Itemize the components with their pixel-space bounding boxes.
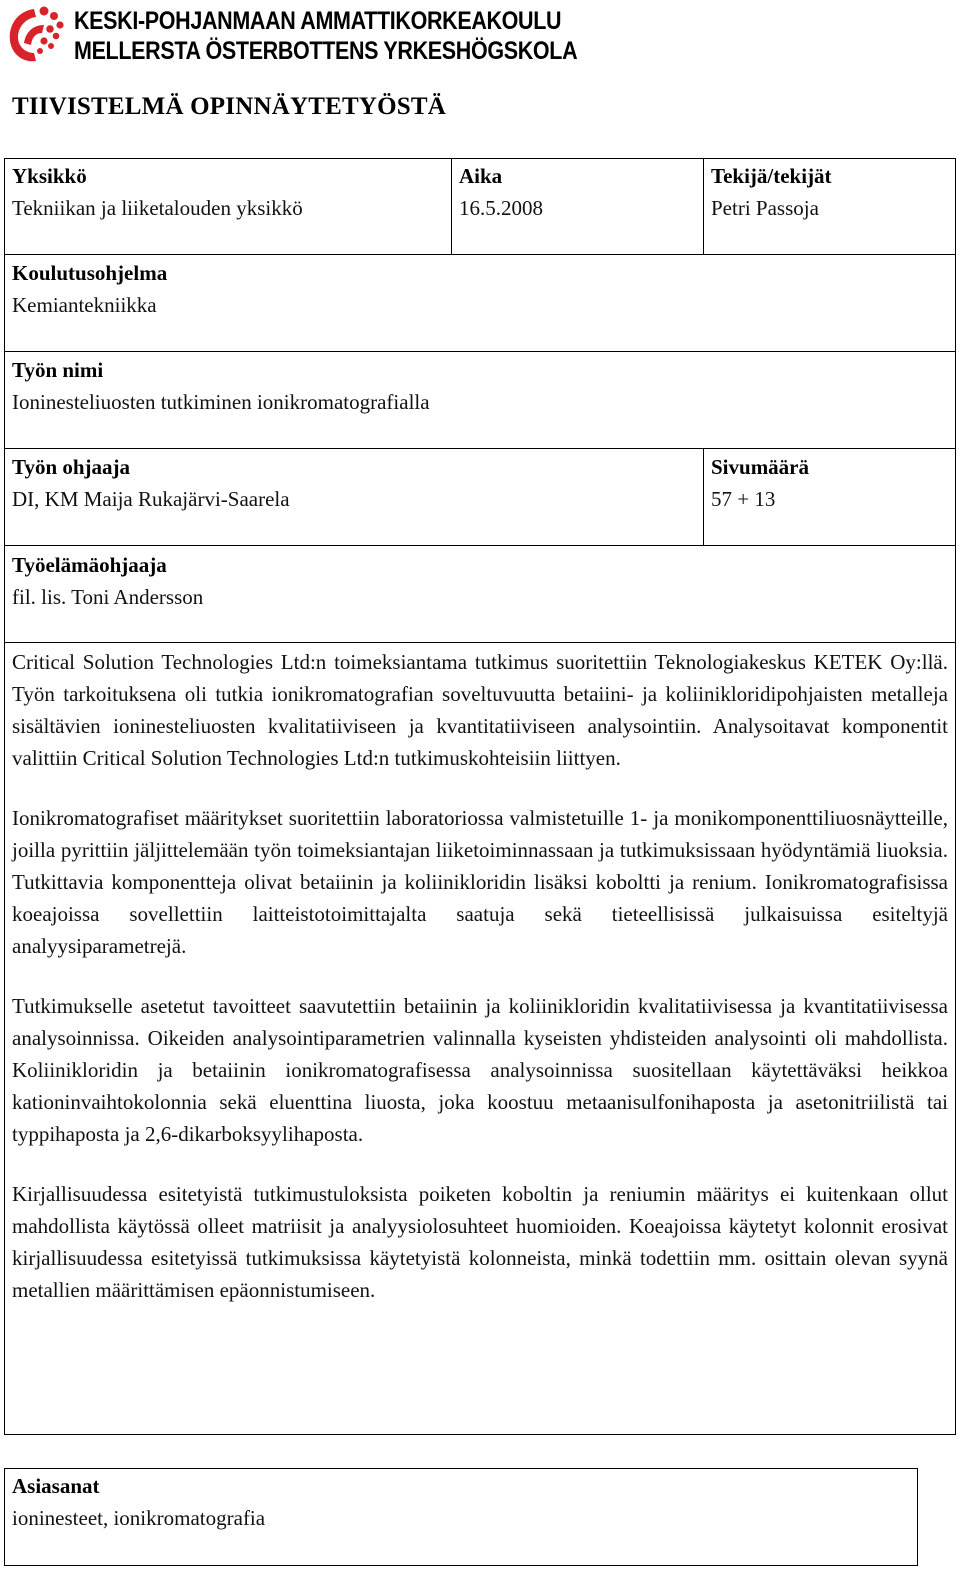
row-divider: [4, 351, 956, 352]
abstract-paragraph: Kirjallisuudessa esitetyistä tutkimustuloksista poiketen koboltin ja reniumin määritys ei kuitenkaan ollut mahdollista käytössä olleet matriisit ja analyysiolosuhteet huomioiden. Koeajoissa käytetyt kolonnit erosivat kirjallisuudessa esitetyissä tutkimuksissa käytetyistä kolonneista, minkä todettiin mm. osittain olevan syynä metallien määrittämisen epäonnistumiseen.: [12, 1182, 948, 1302]
keywords-value: ioninesteet, ionikromatografia: [12, 1506, 266, 1530]
abstract-paragraph: Ionikromatografiset määritykset suoritettiin laboratoriossa valmistetuille 1- ja monikomponenttiliuosnäytteille, joilla pyrittiin jäljittelemään työn toimeksiantajan liiketoiminnassaan ja tutkimuksissaan hyödyntämiä liuoksia. Tutkittavia komponentteja olivat betaiinin ja koliinikloridin lisäksi koboltti ja renium. Ionikromatografisissa koeajoissa sovellettiin laitteistotoimittajalta saatuja sekä tieteellisissä julkaisuissa esiteltyjä analyysiparametrejä.: [12, 806, 948, 958]
supervisor-label: Työn ohjaaja: [12, 455, 131, 479]
keywords-label: Asiasanat: [12, 1474, 100, 1498]
document-title: TIIVISTELMÄ OPINNÄYTETYÖSTÄ: [12, 93, 446, 120]
work-supervisor-label: Työelämäohjaaja: [12, 553, 167, 577]
row-divider: [4, 545, 956, 546]
date-cell: [459, 160, 543, 224]
pages-cell: [711, 451, 809, 515]
keywords-box: [4, 1468, 918, 1566]
school-logo-icon: [4, 3, 68, 67]
pages-value: 57 + 13: [711, 487, 776, 511]
unit-label: Yksikkö: [12, 164, 87, 188]
row-divider: [4, 642, 956, 643]
thesis-title-label: Työn nimi: [12, 358, 104, 382]
school-name-sv: MELLERSTA ÖSTERBOTTENS YRKESHÖGSKOLA: [74, 37, 578, 65]
row-divider: [4, 254, 956, 255]
program-label: Koulutusohjelma: [12, 261, 168, 285]
abstract-paragraph: Critical Solution Technologies Ltd:n toimeksiantama tutkimus suoritettiin Teknologiakeskus KETEK Oy:llä. Työn tarkoituksena oli tutkia ionikromatografian soveltuvuutta betaiini- ja koliinikloridipohjaisten metalleja sisältävien ioninesteliuosten kvalitatiiviseen ja kvantitatiiviseen analysointiin. Analysoitavat komponentit valittiin Critical Solution Technologies Ltd:n tutkimuskohteisiin liittyen.: [12, 650, 948, 770]
abstract-body: [12, 646, 948, 1334]
program-cell: [12, 257, 167, 321]
supervisor-cell: [12, 451, 290, 515]
program-value: Kemiantekniikka: [12, 293, 157, 317]
unit-cell: [12, 160, 303, 224]
unit-value: Tekniikan ja liiketalouden yksikkö: [12, 196, 303, 220]
work-supervisor-value: fil. lis. Toni Andersson: [12, 585, 204, 609]
pages-label: Sivumäärä: [711, 455, 810, 479]
date-value: 16.5.2008: [459, 196, 543, 220]
school-name: [74, 6, 577, 66]
date-label: Aika: [459, 164, 503, 188]
column-divider: [451, 158, 452, 254]
page-header: [0, 0, 960, 80]
column-divider: [703, 158, 704, 254]
abstract-paragraph: Tutkimukselle asetetut tavoitteet saavutettiin betaiinin ja koliinikloridin kvalitatiivisessa ja kvantitatiivisessa analysoinnissa. Oikeiden analysointiparametrien valinnalla kyseisten yhdisteiden analysointi oli mahdollista. Koliinikloridin ja betaiinin ionikromatografisessa analysoinnissa suositellaan käytettäväksi heikkoa kationinvaihtokolonnia sekä eluenttina liuosta, joka koostuu metaanisulfonihaposta ja asetonitriilistä tai typpihaposta ja 2,6-dikarboksyylihaposta.: [12, 994, 948, 1146]
thesis-title-cell: [12, 354, 430, 418]
authors-value: Petri Passoja: [711, 196, 819, 220]
authors-cell: [711, 160, 832, 224]
authors-label: Tekijä/tekijät: [711, 164, 832, 188]
thesis-title-value: Ioninesteliuosten tutkiminen ionikromatografialla: [12, 390, 430, 414]
column-divider: [703, 448, 704, 545]
work-supervisor-cell: [12, 549, 203, 613]
keywords-cell: [12, 1470, 265, 1534]
row-divider: [4, 448, 956, 449]
supervisor-value: DI, KM Maija Rukajärvi-Saarela: [12, 487, 290, 511]
school-name-fi: KESKI-POHJANMAAN AMMATTIKORKEAKOULU: [74, 7, 562, 35]
